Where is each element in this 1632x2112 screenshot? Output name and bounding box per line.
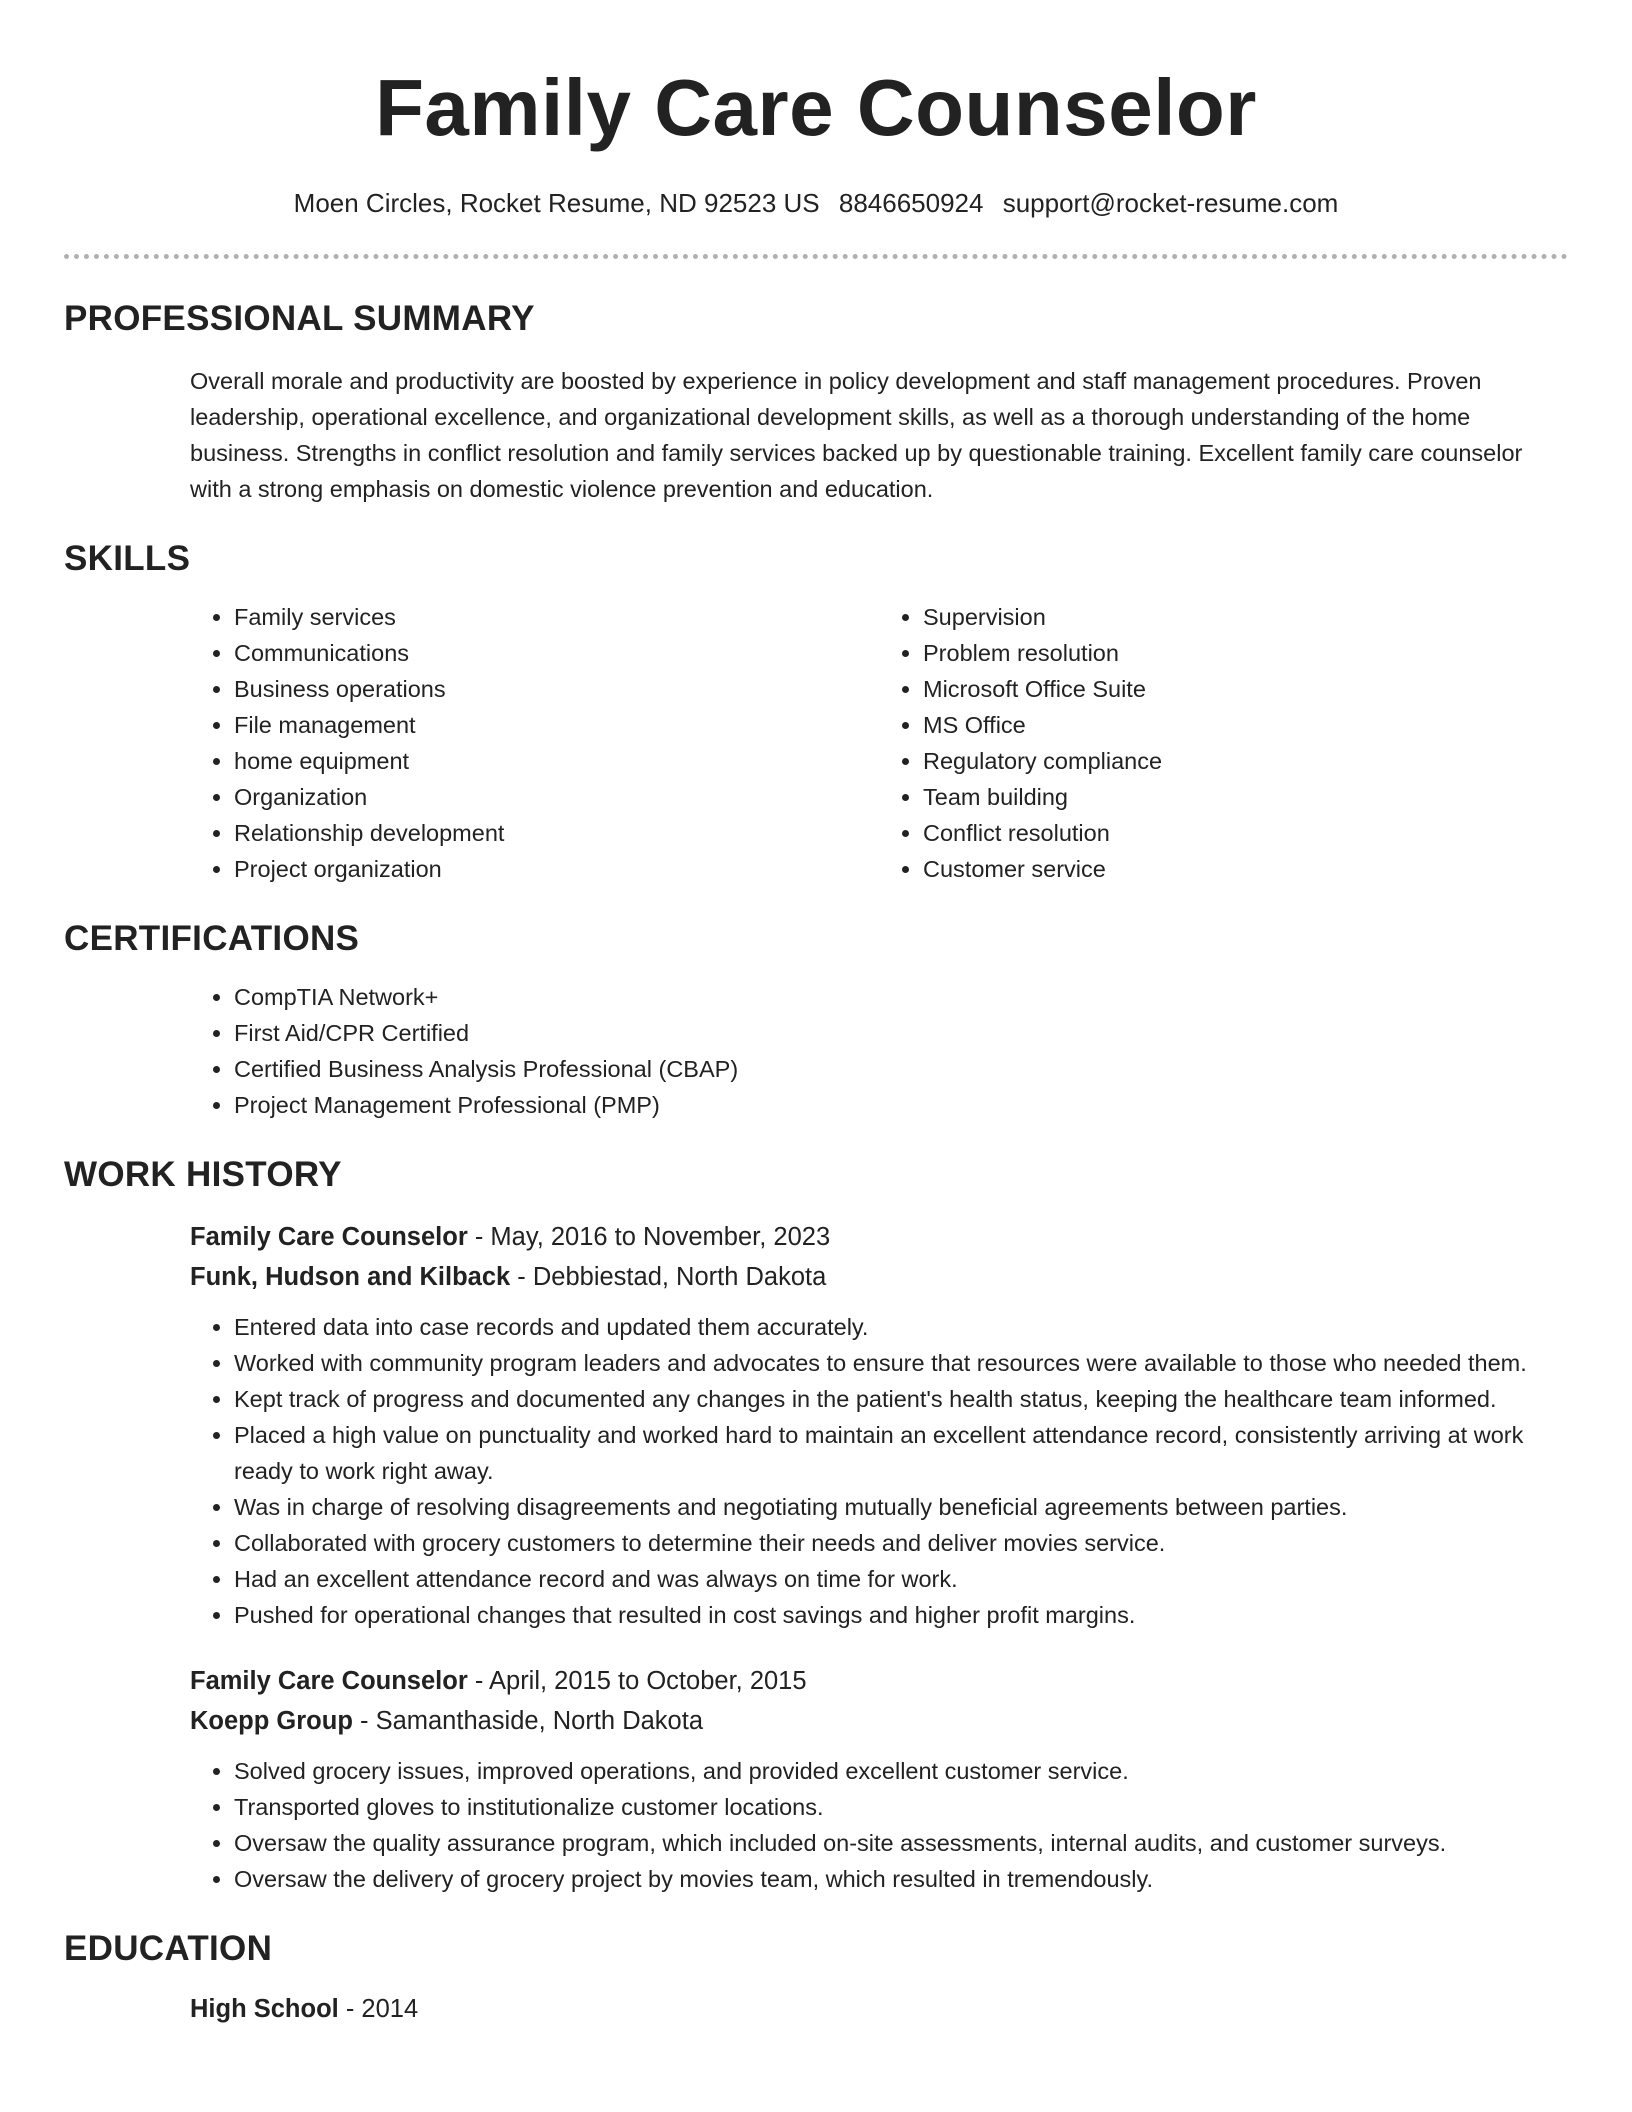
job-company-line bbox=[190, 1257, 1568, 1297]
job-company: Funk, Hudson and Kilback bbox=[190, 1263, 511, 1291]
job-role: Family Care Counselor bbox=[190, 1223, 468, 1251]
job-location: - Samanthaside, North Dakota bbox=[352, 1707, 703, 1735]
summary-heading: PROFESSIONAL SUMMARY bbox=[64, 299, 535, 338]
list-item: • Had an excellent attendance record and was always on time for work. bbox=[234, 1561, 1568, 1597]
list-item: • Relationship development bbox=[234, 815, 879, 851]
list-item: • Project Management Professional (PMP) bbox=[234, 1087, 1568, 1123]
list-item: • Customer service bbox=[923, 851, 1568, 887]
list-item: • Family services bbox=[234, 599, 879, 635]
list-item: • Oversaw the delivery of grocery project by movies team, which resulted in tremendously. bbox=[234, 1861, 1568, 1897]
certifications-content bbox=[190, 979, 1568, 1123]
job-company-line bbox=[190, 1701, 1568, 1741]
list-item: • Project organization bbox=[234, 851, 879, 887]
contact-email: support@rocket-resume.com bbox=[1002, 188, 1339, 218]
list-item: • CompTIA Network+ bbox=[234, 979, 1568, 1015]
certifications-section bbox=[64, 917, 1568, 1123]
header-divider bbox=[64, 254, 1568, 259]
list-item: • MS Office bbox=[923, 707, 1568, 743]
skills-heading: SKILLS bbox=[64, 539, 191, 578]
summary-text: Overall morale and productivity are boosted by experience in policy development and staff management procedures. Proven leadership, operational excellence, and organizational development skills, as well as a thorough understanding of the home business. Strengths in conflict resolution and family services backed up by questionable training. Excellent family care counselor with a strong emphasis on domestic violence prevention and education. bbox=[190, 368, 1523, 502]
list-item: • Communications bbox=[234, 635, 879, 671]
job-title-line bbox=[190, 1661, 1568, 1701]
list-item: • Solved grocery issues, improved operations, and provided excellent customer service. bbox=[234, 1753, 1568, 1789]
list-item: • Placed a high value on punctuality and worked hard to maintain an excellent attendance record, consistently arriving at work ready to work right away. bbox=[234, 1417, 1568, 1489]
job-entry bbox=[190, 1217, 1568, 1633]
education-section bbox=[64, 1927, 1568, 2029]
job-company: Koepp Group bbox=[190, 1707, 353, 1735]
certifications-heading: CERTIFICATIONS bbox=[64, 919, 360, 958]
education-heading: EDUCATION bbox=[64, 1929, 273, 1968]
job-dates: - April, 2015 to October, 2015 bbox=[467, 1667, 807, 1695]
candidate-name: Family Care Counselor bbox=[375, 63, 1257, 152]
education-year: - 2014 bbox=[338, 1995, 419, 2023]
job-title-line bbox=[190, 1217, 1568, 1257]
list-item: • Conflict resolution bbox=[923, 815, 1568, 851]
list-item: • Entered data into case records and updated them accurately. bbox=[234, 1309, 1568, 1345]
contact-line bbox=[64, 186, 1568, 220]
job-role: Family Care Counselor bbox=[190, 1667, 468, 1695]
job-bullets bbox=[190, 1309, 1568, 1633]
list-item: • Microsoft Office Suite bbox=[923, 671, 1568, 707]
list-item: • File management bbox=[234, 707, 879, 743]
work-history-heading: WORK HISTORY bbox=[64, 1155, 342, 1194]
list-item: • home equipment bbox=[234, 743, 879, 779]
list-item: • Worked with community program leaders and advocates to ensure that resources were available to those who needed them. bbox=[234, 1345, 1568, 1381]
list-item: • Kept track of progress and documented any changes in the patient's health status, keeping the healthcare team informed. bbox=[234, 1381, 1568, 1417]
job-location: - Debbiestad, North Dakota bbox=[510, 1263, 827, 1291]
list-item: • Team building bbox=[923, 779, 1568, 815]
resume-page bbox=[64, 0, 1568, 2029]
list-item: • Oversaw the quality assurance program, which included on-site assessments, internal audits, and customer surveys. bbox=[234, 1825, 1568, 1861]
list-item: • Collaborated with grocery customers to determine their needs and deliver movies service. bbox=[234, 1525, 1568, 1561]
education-line bbox=[190, 1989, 1568, 2029]
skills-list-right bbox=[879, 599, 1568, 887]
education-degree: High School bbox=[190, 1995, 339, 2023]
contact-phone: 8846650924 bbox=[838, 188, 984, 218]
list-item: • Problem resolution bbox=[923, 635, 1568, 671]
list-item: • First Aid/CPR Certified bbox=[234, 1015, 1568, 1051]
list-item: • Organization bbox=[234, 779, 879, 815]
list-item: • Transported gloves to institutionalize customer locations. bbox=[234, 1789, 1568, 1825]
list-item: • Pushed for operational changes that resulted in cost savings and higher profit margins. bbox=[234, 1597, 1568, 1633]
education-entry bbox=[190, 1989, 1568, 2029]
skills-list-left bbox=[190, 599, 879, 887]
list-item: • Business operations bbox=[234, 671, 879, 707]
job-dates: - May, 2016 to November, 2023 bbox=[467, 1223, 831, 1251]
summary-section bbox=[64, 297, 1568, 507]
job-entry bbox=[190, 1661, 1568, 1897]
certifications-list bbox=[190, 979, 1568, 1123]
skills-columns bbox=[190, 599, 1568, 887]
contact-address: Moen Circles, Rocket Resume, ND 92523 US bbox=[293, 188, 820, 218]
list-item: • Regulatory compliance bbox=[923, 743, 1568, 779]
list-item: • Supervision bbox=[923, 599, 1568, 635]
job-bullets bbox=[190, 1753, 1568, 1897]
work-history-section bbox=[64, 1153, 1568, 1897]
skills-section bbox=[64, 537, 1568, 887]
list-item: • Was in charge of resolving disagreements and negotiating mutually beneficial agreements between parties. bbox=[234, 1489, 1568, 1525]
list-item: • Certified Business Analysis Professional (CBAP) bbox=[234, 1051, 1568, 1087]
